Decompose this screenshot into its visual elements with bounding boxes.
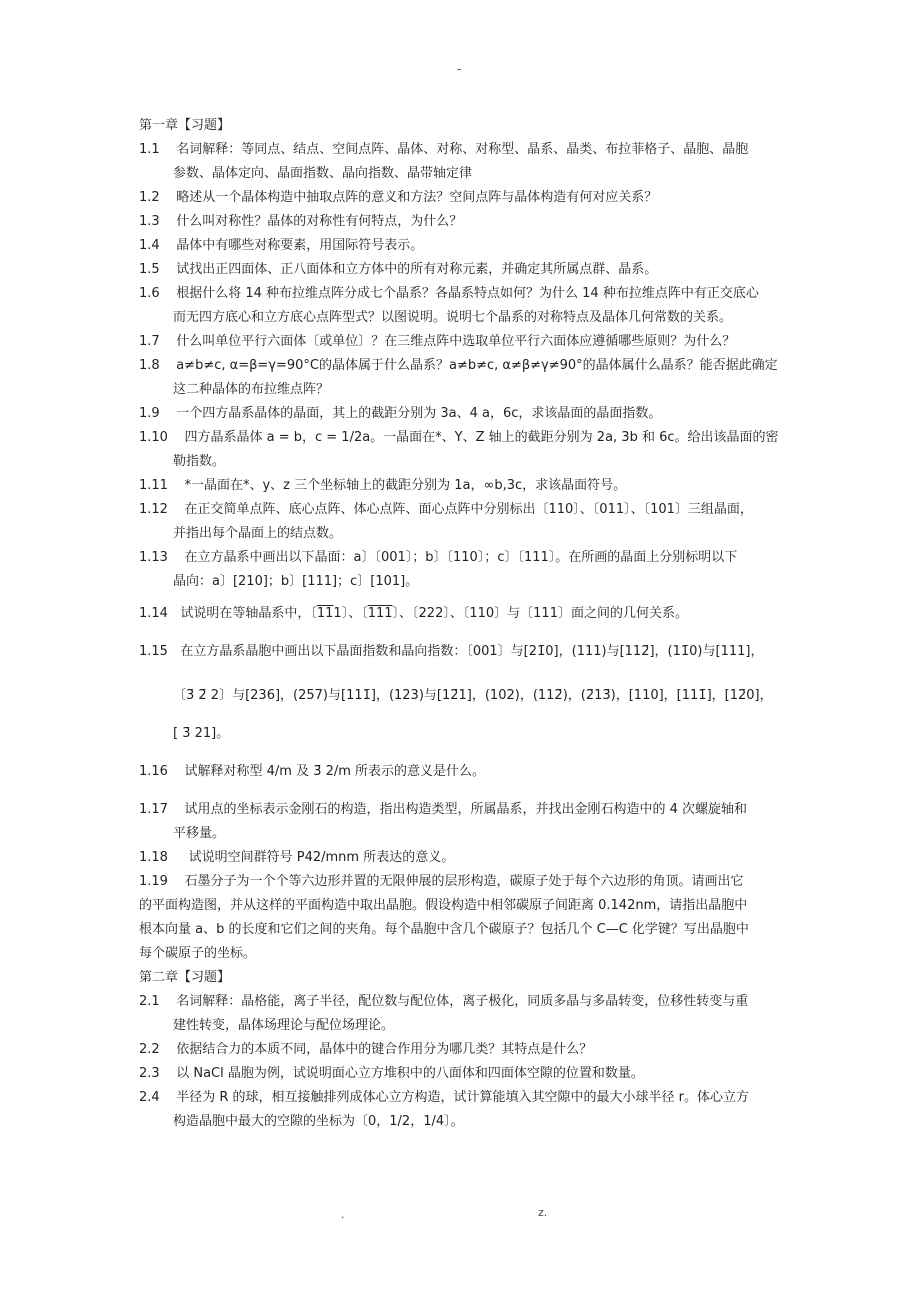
item-number: 1.16: [139, 764, 168, 779]
item-text: 名词解释：晶格能，离子半径，配位数与配位体，离子极化，同质多晶与多晶转变，位移性转变与重: [176, 994, 749, 1009]
item-number: 1.8: [139, 358, 160, 373]
item-text: 而无四方底心和立方底心点阵型式？以图说明。说明七个晶系的对称特点及晶体几何常数的关系。: [173, 310, 733, 325]
item-text: 一个四方晶系晶体的晶面，其上的截距分别为 3a、4 a，6c，求该晶面的晶面指数。: [176, 406, 662, 421]
item-text: 的平面构造图，并从这样的平面构造中取出晶胞。假设构造中相邻碳原子间距离 0.142nm，请指出晶胞中: [139, 898, 748, 913]
item-number: 1.10: [139, 430, 168, 445]
exercise-item: [139, 234, 789, 258]
item-text: 晶向：a〕[210]；b〕[111]；c〕[101]。: [173, 574, 419, 589]
item-text: 晶体中有哪些对称要素，用国际符号表示。: [176, 238, 424, 253]
item-text: 试找出正四面体、正八面体和立方体中的所有对称元素，并确定其所属点群、晶系。: [176, 262, 658, 277]
item-1-15: [139, 640, 789, 664]
item-text: 名词解释：等同点、结点、空间点阵、晶体、对称、对称型、晶系、晶类、布拉菲格子、晶胞、晶胞: [176, 142, 749, 157]
exercise-item: [139, 1038, 789, 1062]
item-number: 1.4: [139, 238, 160, 253]
item-text: 试用点的坐标表示金刚石的构造，指出构造类型，所属晶系，并找出金刚石构造中的 4 次螺旋轴和: [184, 802, 748, 817]
item-text: 建性转变，晶体场理论与配位场理论。: [173, 1018, 395, 1033]
item-text: 在立方晶系晶胞中画出以下晶面指数和晶向指数：〔001〕与[21̄0]，(111)与[112̄]，(11̄0)与[111]，: [180, 644, 764, 659]
exercise-item: [139, 990, 789, 1038]
exercise-item: [139, 258, 789, 282]
item-text: 1〕、〔: [333, 606, 368, 621]
item-number: 2.4: [139, 1090, 160, 1105]
item-number: 1.6: [139, 286, 160, 301]
item-text: 这二种晶体的布拉维点阵？: [173, 382, 330, 397]
chapter2-items: [139, 990, 789, 1134]
item-text: 构造晶胞中最大的空隙的坐标为〔0，1/2，1/4〕。: [173, 1114, 464, 1129]
exercise-item: [139, 282, 789, 330]
item-number: 1.3: [139, 214, 160, 229]
item-text: 平移量。: [173, 826, 226, 841]
item-text: 勒指数。: [173, 454, 226, 469]
exercise-content: [139, 114, 789, 1134]
item-text: 半径为 R 的球，相互接触排列成体心立方构造，试计算能填入其空隙中的最大小球半径 r。体心立方: [176, 1090, 749, 1105]
item-number: 2.1: [139, 994, 160, 1009]
item-number: 2.2: [139, 1042, 160, 1057]
item-number: 1.14: [139, 606, 168, 621]
item-text: 〕、〔222〕、〔110〕与〔111〕面之间的几何关系。: [392, 606, 688, 621]
item-1-17: [139, 798, 789, 846]
item-text: 什么叫单位平行六面体〔或单位〕？在三维点阵中选取单位平行六面体应遵循哪些原则？为什么？: [176, 334, 736, 349]
exercise-item: [139, 210, 789, 234]
page-header-mark: -: [457, 62, 462, 76]
item-number: 1.5: [139, 262, 160, 277]
exercise-item: [139, 1086, 789, 1134]
item-number: 2.3: [139, 1066, 160, 1081]
item-number: 1.1: [139, 142, 160, 157]
overbar-index: 111: [367, 606, 393, 621]
item-text: 石墨分子为一个个等六边形并置的无限伸展的层形构造，碳原子处于每个六边形的角顶。请画出它: [184, 874, 744, 889]
exercise-item: [139, 330, 789, 354]
item-text: 略述从一个晶体构造中抽取点阵的意义和方法？空间点阵与晶体构造有何对应关系？: [176, 190, 658, 205]
item-number: 1.19: [139, 874, 168, 889]
item-1-19: [139, 870, 789, 966]
item-1-18: [139, 846, 789, 870]
item-text: 试说明空间群符号 P42/mnm 所表达的意义。: [188, 850, 455, 865]
item-text: 根据什么将 14 种布拉维点阵分成七个晶系？各晶系特点如何？为什么 14 种布拉维点阵中有正交底心: [176, 286, 759, 301]
exercise-item: [139, 498, 789, 546]
item-number: 1.9: [139, 406, 160, 421]
exercise-item: [139, 426, 789, 474]
item-text: *一晶面在*、y、z 三个坐标轴上的截距分别为 1a，∞b,3c，求该晶面符号。: [184, 478, 627, 493]
item-1-15-line3: [ 3̄ 21]。: [173, 726, 230, 741]
footer-right-mark: z.: [538, 1206, 548, 1219]
item-text: 四方晶系晶体 a = b，c = 1/2a。一晶面在*、Y、Z 轴上的截距分别为 2a, 3b 和 6c。给出该晶面的密: [184, 430, 779, 445]
exercise-item: [139, 1062, 789, 1086]
item-number: 1.18: [139, 850, 168, 865]
item-text: a≠b≠c, α=β=γ=90°C的晶体属于什么晶系？a≠b≠c, α≠β≠γ≠90°的晶体属什么晶系？能否据此确定: [176, 358, 778, 373]
exercise-item: [139, 354, 789, 402]
exercise-item: [139, 186, 789, 210]
item-text: 试解释对称型 4/m 及 3̄ 2/m 所表示的意义是什么。: [184, 764, 486, 779]
item-text: 试说明在等轴晶系中，〔: [180, 606, 317, 621]
item-text: 并指出每个晶面上的结点数。: [173, 526, 343, 541]
item-text: 在立方晶系中画出以下晶面：a〕〔001〕；b〕〔110〕；c〕〔111〕。在所画的晶面上分别标明以下: [184, 550, 738, 565]
item-text: 依据结合力的本质不同，晶体中的键合作用分为哪几类？其特点是什么？: [176, 1042, 593, 1057]
item-number: 1.12: [139, 502, 168, 517]
item-number: 1.7: [139, 334, 160, 349]
chapter2-title: 第二章【习题】: [139, 970, 231, 985]
item-1-16: [139, 760, 789, 784]
item-number: 1.11: [139, 478, 168, 493]
item-text: 参数、晶体定向、晶面指数、晶向指数、晶带轴定律: [173, 166, 473, 181]
footer-left-mark: .: [341, 1208, 345, 1221]
chapter1-items: [139, 138, 789, 594]
exercise-item: [139, 138, 789, 186]
exercise-item: [139, 474, 789, 498]
item-1-14: [139, 602, 789, 626]
item-1-15-line2: 〔3̄ 2̄ 2〕与[236]，(257)与[111̄]，(123)与[12̄1]，(102)，(112̄)，(2̄13̄)，[110]，[111̄]，[12̄0]，: [173, 688, 773, 703]
item-text: 以 NaCl 晶胞为例，试说明面心立方堆积中的八面体和四面体空隙的位置和数量。: [176, 1066, 644, 1081]
item-text: 什么叫对称性？晶体的对称性有何特点，为什么？: [176, 214, 463, 229]
item-text: 根本向量 a、b 的长度和它们之间的夹角。每个晶胞中含几个碳原子？包括几个 C—C 化学键？写出晶胞中: [139, 922, 749, 937]
item-text: 每个碳原子的坐标。: [139, 946, 257, 961]
exercise-item: [139, 402, 789, 426]
item-number: 1.13: [139, 550, 168, 565]
item-number: 1.2: [139, 190, 160, 205]
exercise-item: [139, 546, 789, 594]
overbar-index: 11: [316, 606, 334, 621]
item-text: 在正交简单点阵、底心点阵、体心点阵、面心点阵中分别标出〔110〕、〔011〕、〔101〕三组晶面，: [184, 502, 753, 517]
item-number: 1.15: [139, 644, 168, 659]
item-number: 1.17: [139, 802, 168, 817]
chapter1-title: 第一章【习题】: [139, 118, 231, 133]
